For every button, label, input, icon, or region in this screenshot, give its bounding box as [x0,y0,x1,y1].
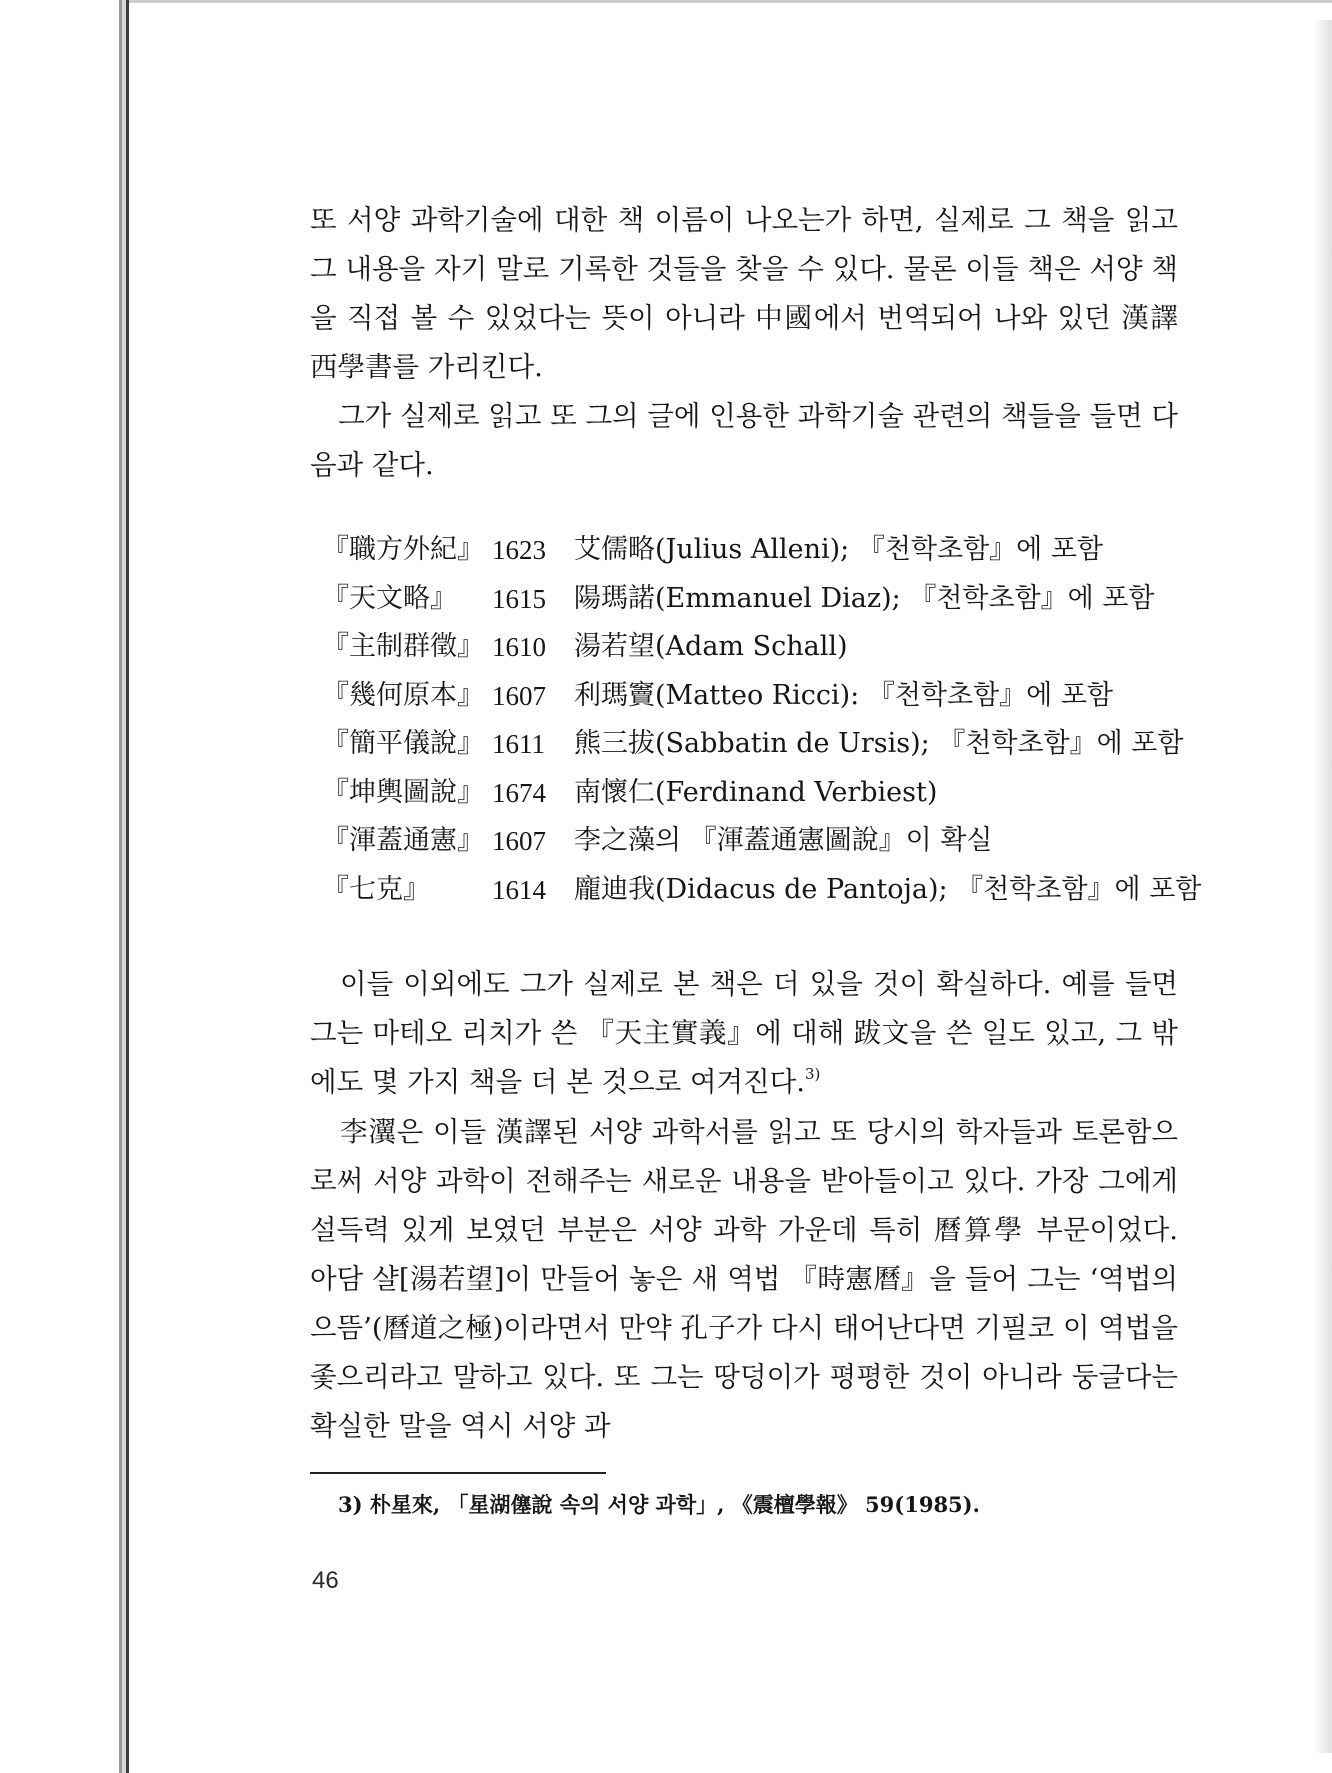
book-note: 南懷仁(Ferdinand Verbiest) [574,776,938,808]
footnote-divider [310,1472,606,1474]
book-row [322,672,1182,721]
book-row [322,817,1182,866]
book-note: 利瑪竇(Matteo Ricci): 『천학초함』에 포함 [574,679,1114,711]
book-title: 『坤輿圖說』 [322,776,484,808]
book-year: 1674 [492,777,546,808]
book-year: 1614 [492,874,546,905]
book-title: 『渾蓋通憲』 [322,825,484,856]
page-edge-shadow [1313,20,1332,1753]
paragraph-4: 李瀷은 이들 漢譯된 서양 과학서를 읽고 또 당시의 학자들과 토론함으로써 서양 과학이 전해주는 새로운 내용을 받아들이고 있다. 가장 그에게 설득력 있게 보였던 부분은 서양 과학 가운데 특히 曆算學 부문이었다. 아담 샬[湯若望]이 만들어 놓은 새 역법 『時憲曆』을 들어 그는 ‘역법의 으뜸’(曆道之極)이라면서 만약 孔子가 다시 태어난다면 기필코 이 역법을 좇으리라고 말하고 있다. 또 그는 땅덩이가 평평한 것이 아니라 둥글다는 확실한 말을 역시 서양 과 [310,1116,1178,1442]
book-year: 1623 [492,535,546,565]
paragraph-2: 그가 실제로 읽고 또 그의 글에 인용한 과학기술 관련의 책들을 들면 다음과 같다. [310,400,1178,481]
book-title: 『七克』 [322,873,430,905]
book-year: 1607 [492,680,546,711]
paragraph-3 [310,960,1178,1107]
book-year: 1610 [492,632,546,662]
book-title: 『天文略』 [322,582,457,614]
page-number: 46 [312,1567,339,1594]
book-note: 熊三拔(Sabbatin de Ursis); 『천학초함』에 포함 [574,728,1184,759]
book-year: 1611 [492,729,545,759]
book-note: 龐迪我(Didacus de Pantoja); 『천학초함』에 포함 [574,873,1202,905]
book-note: 艾儒略(Julius Alleni); 『천학초함』에 포함 [574,534,1103,565]
footnote-reference[interactable]: 3) [804,1065,821,1083]
book-title: 『幾何原本』 [322,679,484,711]
paragraph-3-text: 이들 이외에도 그가 실제로 본 책은 더 있을 것이 확실하다. 예를 들면 그는 마테오 리치가 쓴 『天主實義』에 대해 跋文을 쓴 일도 있고, 그 밖에도 몇 가지 책을 더 본 것으로 여겨진다. [310,968,1178,1098]
book-row [322,623,1182,672]
book-row [322,866,1202,915]
book-title: 『主制群徵』 [322,631,484,662]
footnote: 3) 朴星來, 「星湖僿說 속의 서양 과학」, 《震檀學報》 59(1985). [338,1492,980,1517]
book-list [322,526,1202,914]
book-row [322,720,1182,769]
paragraph-1: 또 서양 과학기술에 대한 책 이름이 나오는가 하면, 실제로 그 책을 읽고 그 내용을 자기 말로 기록한 것들을 찾을 수 있다. 물론 이들 책은 서양 책을 직접 볼 수 있었다는 뜻이 아니라 中國에서 번역되어 나와 있던 漢譯 西學書를 가리킨다. [310,204,1178,383]
book-note: 陽瑪諾(Emmanuel Diaz); 『천학초함』에 포함 [574,582,1155,614]
book-row [322,769,1182,818]
book-row [322,575,1182,624]
book-note: 湯若望(Adam Schall) [574,631,848,662]
book-note: 李之藻의 『渾蓋通憲圖說』이 확실 [574,825,993,856]
book-title: 『職方外紀』 [322,534,484,565]
book-row [322,526,1182,575]
book-year: 1615 [492,583,546,614]
book-year: 1607 [492,826,546,856]
book-title: 『簡平儀說』 [322,728,484,759]
